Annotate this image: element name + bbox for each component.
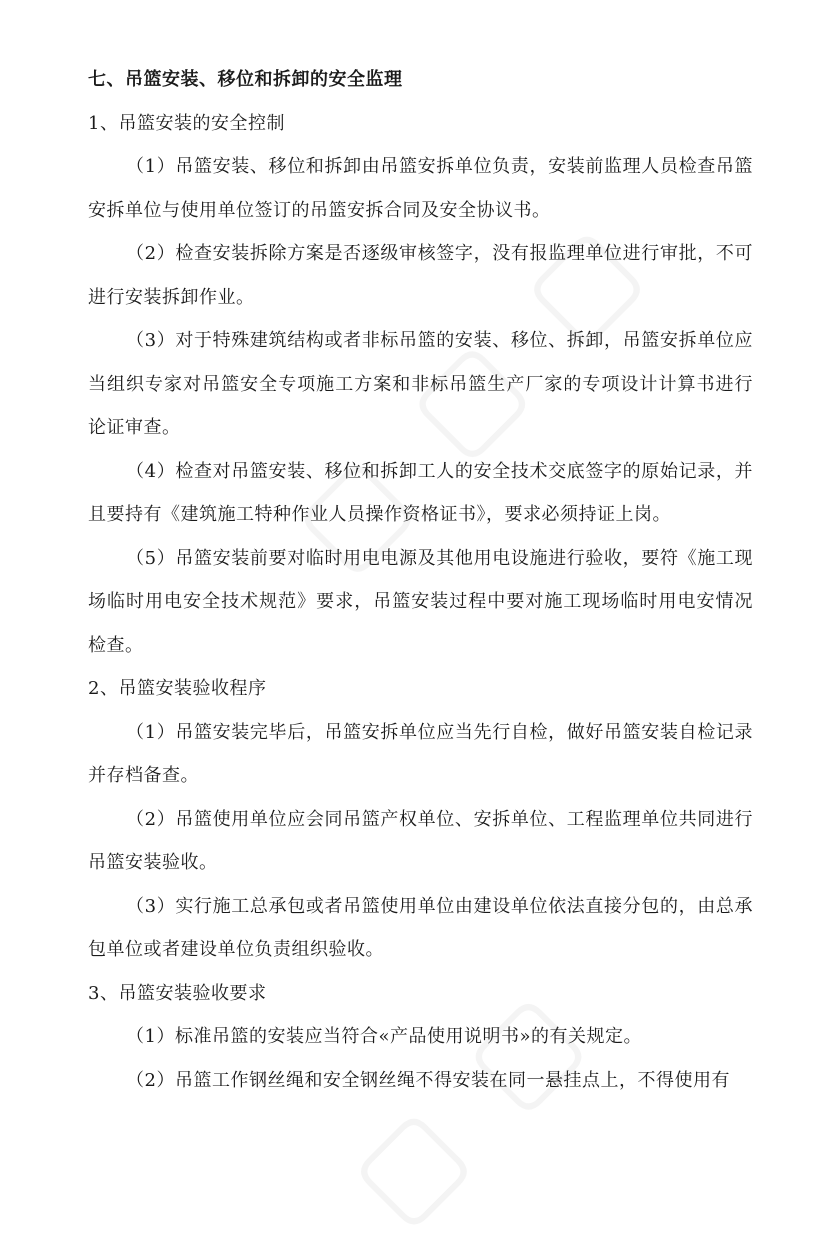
paragraph: （1）标准吊篮的安装应当符合«产品使用说明书»的有关规定。 <box>126 1026 642 1047</box>
section-heading: 2、吊篮安装验收程序 <box>88 678 267 699</box>
paragraph: （1）吊篮安装、移位和拆卸由吊篮安拆单位负责，安装前监理人员检查吊篮安拆单位与使用单位签订的吊篮安拆合同及安全协议书。 <box>88 156 753 221</box>
paragraph: （5）吊篮安装前要对临时用电电源及其他用电设施进行验收，要符《施工现场临时用电安全技术规范》要求，吊篮安装过程中要对施工现场临时用电安情况检查。 <box>88 547 753 656</box>
section-heading: 1、吊篮安装的安全控制 <box>88 112 285 134</box>
paragraph: （2）检查安装拆除方案是否逐级审核签字，没有报监理单位进行审批，不可进行安装拆卸作业。 <box>88 243 753 308</box>
section-heading: 3、吊篮安装验收要求 <box>88 982 267 1004</box>
paragraph: （4）检查对吊篮安装、移位和拆卸工人的安全技术交底签字的原始记录，并且要持有《建筑施工特种作业人员操作资格证书》，要求必须持证上岗。 <box>88 460 753 525</box>
paragraph: （1）吊篮安装完毕后，吊篮安拆单位应当先行自检，做好吊篮安装自检记录并存档备查。 <box>88 721 753 786</box>
paragraph: （3）实行施工总承包或者吊篮使用单位由建设单位依法直接分包的，由总承包单位或者建设单位负责组织验收。 <box>88 895 753 960</box>
document-title: 七、吊篮安装、移位和拆卸的安全监理 <box>88 69 403 90</box>
paragraph: （3）对于特殊建筑结构或者非标吊篮的安装、移位、拆卸，吊篮安拆单位应当组织专家对吊篮安全专项施工方案和非标吊篮生产厂家的专项设计计算书进行论证审查。 <box>88 330 753 438</box>
paragraph: （2）吊篮工作钢丝绳和安全钢丝绳不得安装在同一悬挂点上，不得使用有 <box>126 1069 730 1091</box>
document-body <box>88 58 753 1102</box>
paragraph: （2）吊篮使用单位应会同吊篮产权单位、安拆单位、工程监理单位共同进行吊篮安装验收。 <box>88 808 753 873</box>
